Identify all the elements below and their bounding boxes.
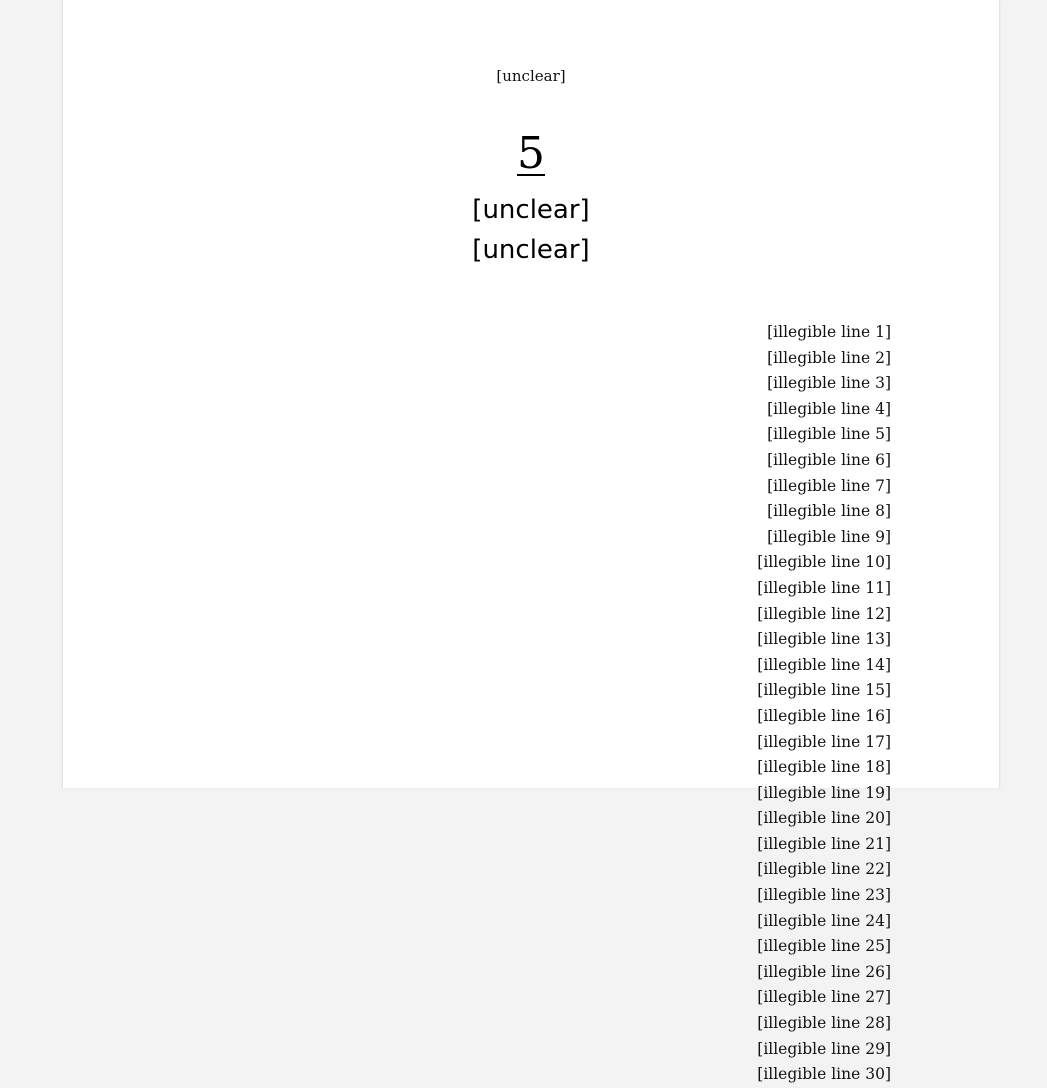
body-line: [illegible line 15] [757,681,891,700]
body-line: [illegible line 5] [767,425,891,444]
body-line: [illegible line 26] [757,962,891,981]
body-line: [illegible line 18] [757,758,891,777]
body-line: [illegible line 7] [767,476,891,495]
body-line: [illegible line 1] [767,323,891,341]
document-page [62,0,1000,1084]
body-line: [illegible line 13] [757,630,891,649]
body-line: [illegible line 12] [757,604,891,623]
body-line: [illegible line 14] [757,655,891,674]
chapter-number-value: 5 [517,128,545,179]
chapter-title [193,190,869,270]
body-line: [illegible line 24] [757,911,891,930]
body-text [173,320,891,1088]
body-line: [illegible line 10] [757,553,891,572]
body-line: [illegible line 6] [767,450,891,469]
body-line: [illegible line 27] [757,988,891,1007]
body-line: [illegible line 17] [757,732,891,751]
body-line: [illegible line 9] [767,527,891,546]
body-line: [illegible line 23] [757,886,891,905]
body-line: [illegible line 21] [757,834,891,853]
body-line: [illegible line 28] [757,1014,891,1033]
chapter-number [63,126,999,182]
body-line: [illegible line 11] [757,578,891,597]
chapter-title-line: [unclear] [472,195,590,225]
body-line: [illegible line 3] [767,374,891,393]
body-line: [illegible line 30] [757,1065,891,1084]
body-line: [illegible line 20] [757,809,891,828]
body-line: [illegible line 4] [767,399,891,418]
body-line: [illegible line 25] [757,937,891,956]
running-header: [unclear] [496,67,566,85]
body-line: [illegible line 19] [757,783,891,802]
body-line: [illegible line 22] [757,860,891,879]
body-line: [illegible line 2] [767,348,891,367]
chapter-title-line: [unclear] [472,235,590,265]
body-line: [illegible line 29] [757,1039,891,1058]
body-line: [illegible line 16] [757,706,891,725]
body-line: [illegible line 8] [767,502,891,521]
